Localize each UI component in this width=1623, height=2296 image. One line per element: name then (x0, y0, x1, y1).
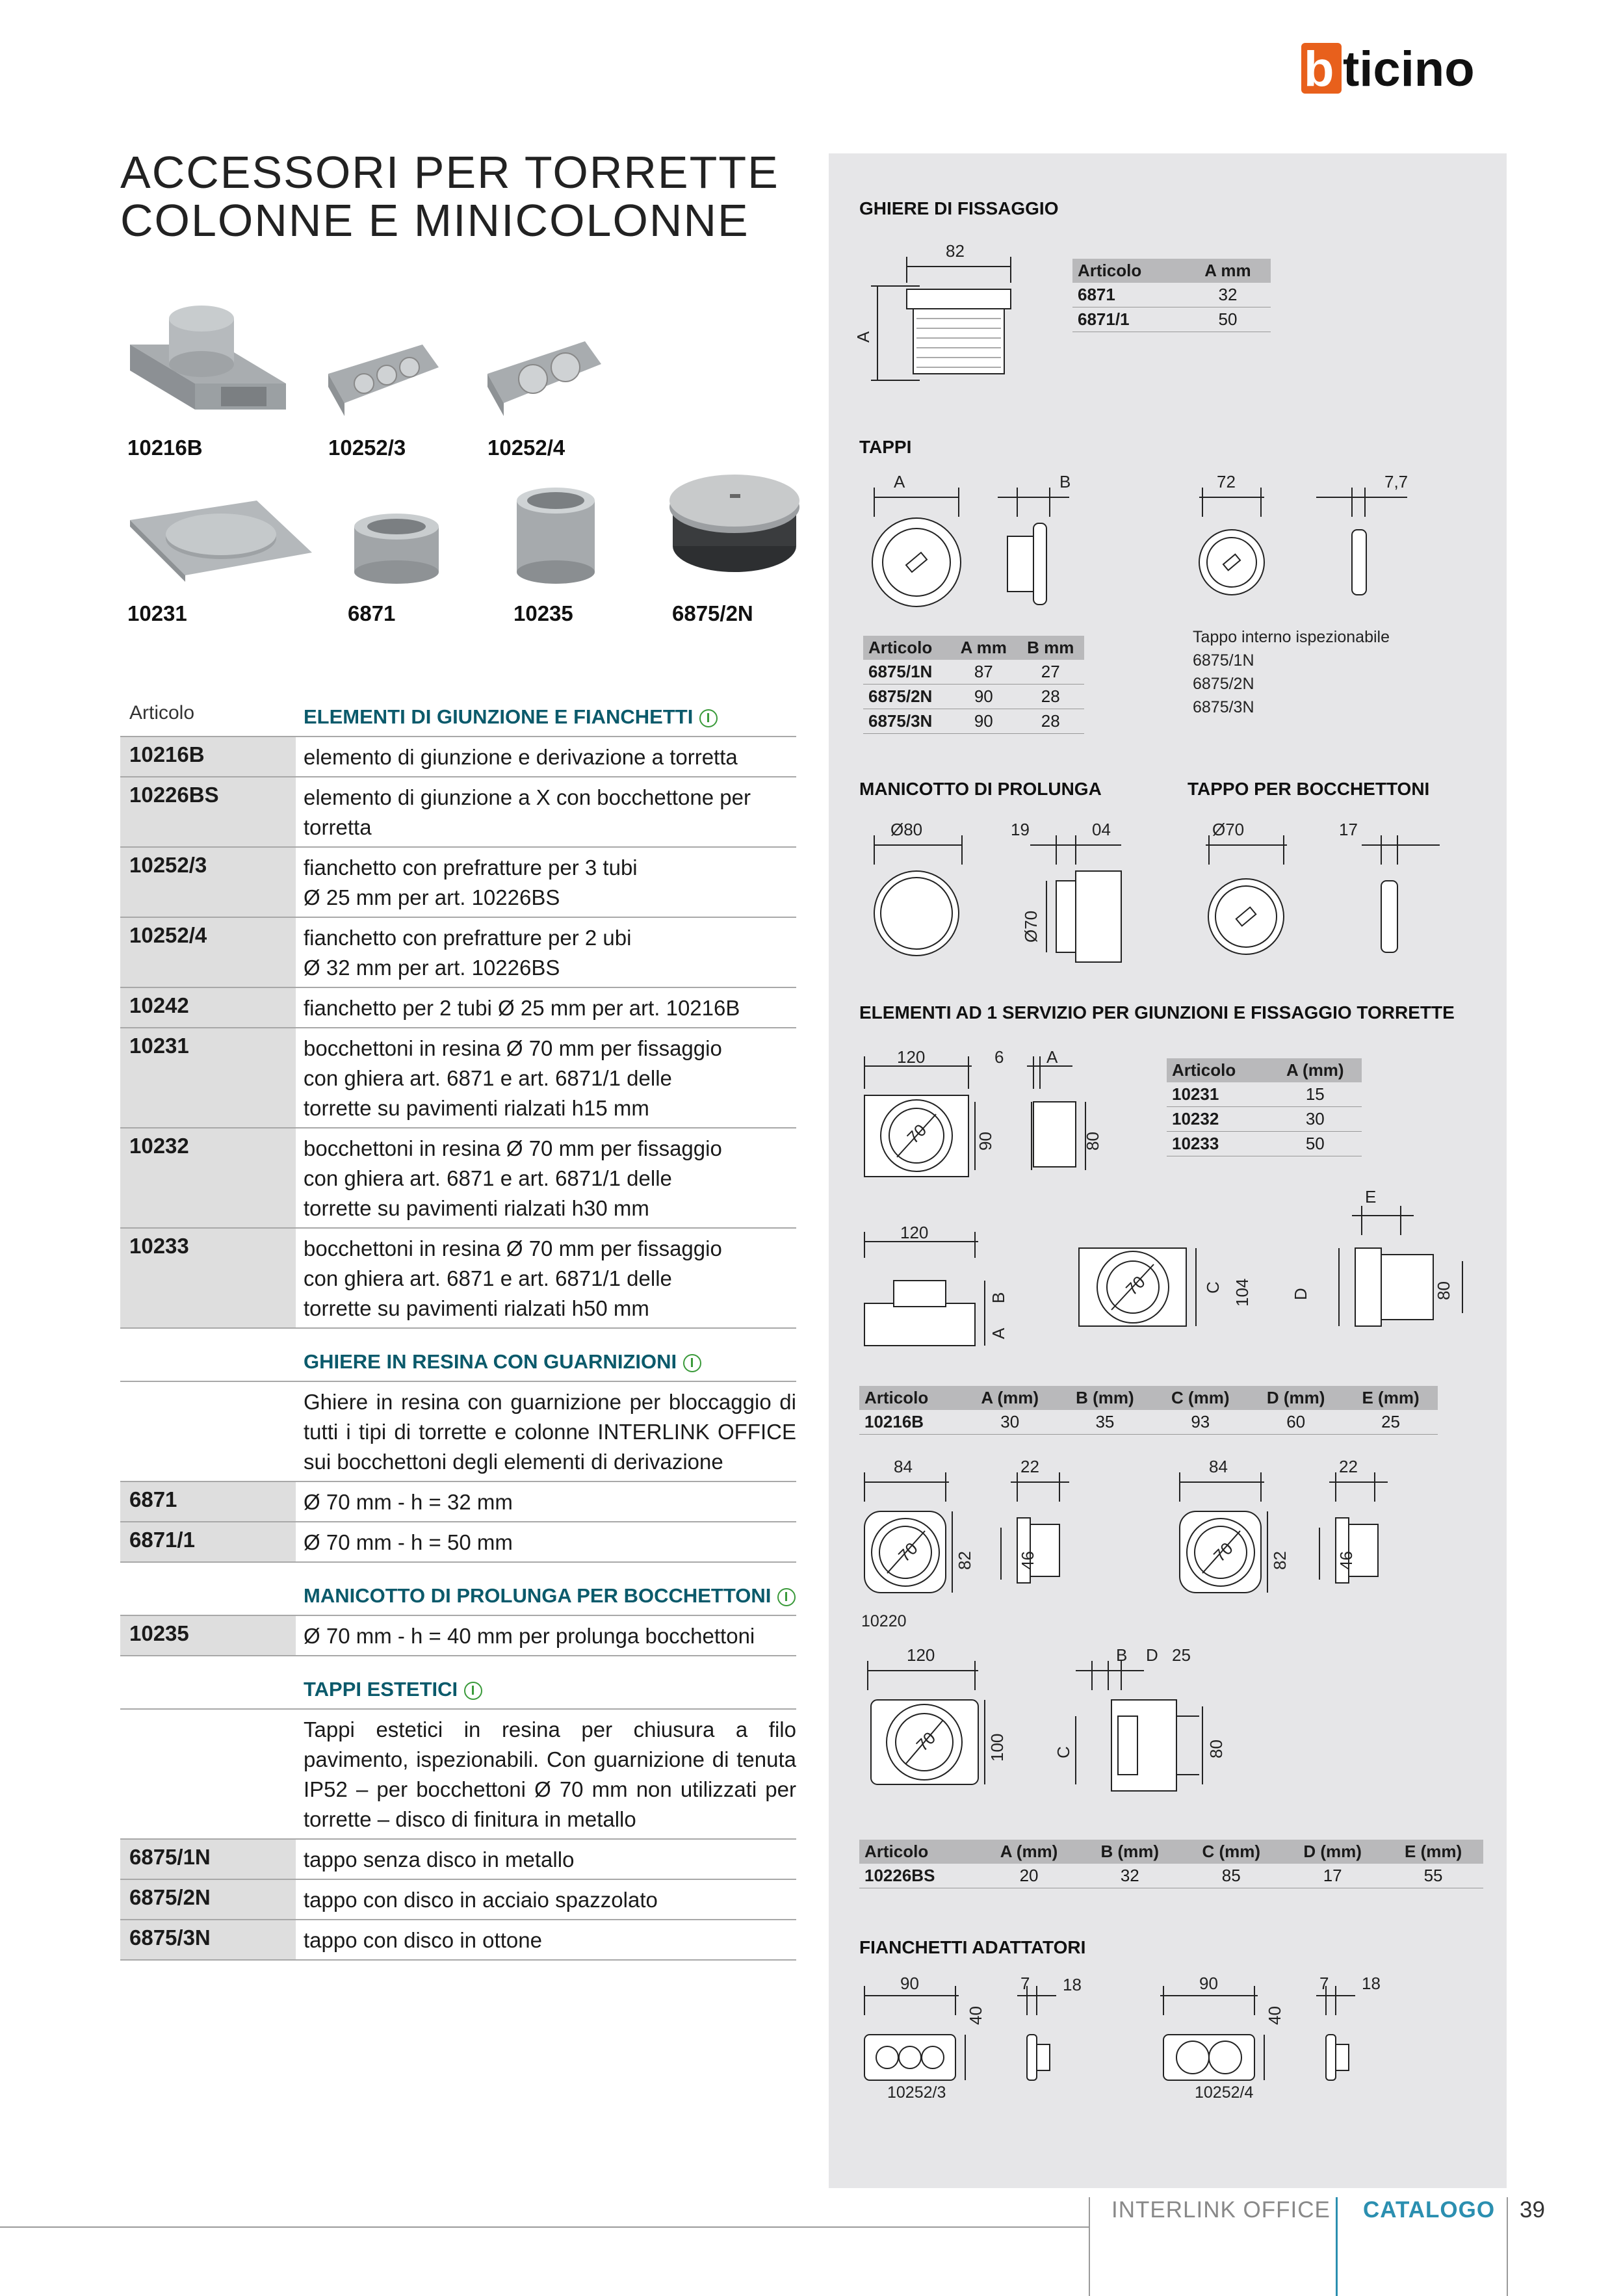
svg-text:104: 104 (1232, 1278, 1252, 1307)
svg-text:70: 70 (903, 1120, 931, 1147)
dim-label: 82 (946, 241, 965, 261)
eco-icon (777, 1588, 796, 1606)
svg-text:6: 6 (994, 1047, 1004, 1067)
tappo-note: Tappo interno ispezionabile 6875/1N 6875/2N 6875/3N (1193, 628, 1390, 716)
table-row: Ghiere in resina con guarnizione per bloccaggio di tutti i tipi di torrette e colonne INTERLINK OFFICE sui bocchettoni degli elementi di derivazione (120, 1382, 796, 1482)
svg-text:90: 90 (976, 1132, 995, 1151)
table-row: 6875/2N tappo con disco in acciaio spazzolato (120, 1880, 796, 1920)
page-title (120, 148, 779, 244)
svg-text:B: B (1116, 1645, 1128, 1665)
section-title: MANICOTTO DI PROLUNGA PER BOCCHETTONI (296, 1576, 796, 1615)
table-row: 10231 15 (1167, 1082, 1362, 1107)
svg-text:46: 46 (1336, 1551, 1356, 1570)
svg-text:70: 70 (912, 1728, 940, 1755)
section-header-row (120, 1669, 796, 1710)
section-header-row (120, 1342, 796, 1382)
eco-icon (683, 1354, 701, 1372)
diagram-elementi-2 (861, 1187, 1485, 1346)
diagram-ghiere (853, 237, 1037, 393)
section-heading-elementi: ELEMENTI AD 1 SERVIZIO PER GIUNZIONI E FISSAGGIO TORRETTE (859, 1002, 1455, 1023)
table-elementi-2: Articolo A (mm) B (mm) C (mm) D (mm) E (mm) 10216B 30 35 93 60 25 (859, 1386, 1438, 1435)
svg-text:A: A (989, 1327, 1008, 1339)
svg-text:84: 84 (894, 1457, 913, 1476)
table-tappi: Articolo A mm B mm 6875/1N 87 27 6875/2N 90 28 6875/3N 90 28 (863, 636, 1084, 734)
title-line-2: COLONNE E MINICOLONNE (120, 195, 749, 246)
table-row: 6871 Ø 70 mm - h = 32 mm (120, 1482, 796, 1522)
table-row: 6871/1 50 (1072, 307, 1271, 332)
footer-rule (0, 2226, 1089, 2228)
table-elementi-3: Articolo A (mm) B (mm) C (mm) D (mm) E (mm) 10226BS 20 32 85 17 55 (859, 1840, 1483, 1888)
svg-text:84: 84 (1209, 1457, 1228, 1476)
diagram-tappi (861, 471, 1511, 614)
table-row: 10226BS elemento di giunzione a X con bocchettone per torretta (120, 777, 796, 848)
section-title: GHIERE IN RESINA CON GUARNIZIONI (296, 1342, 796, 1381)
section-heading-ghiere: GHIERE DI FISSAGGIO (859, 198, 1059, 218)
svg-text:Ø80: Ø80 (890, 820, 923, 839)
svg-text:70: 70 (894, 1538, 922, 1566)
table-row: 6871/1 Ø 70 mm - h = 50 mm (120, 1522, 796, 1563)
product-image-6875-2N (660, 455, 809, 592)
table-row: 10252/3 fianchetto con prefratture per 3 tubi Ø 25 mm per art. 10226BS (120, 848, 796, 918)
product-label: 6875/2N (672, 601, 753, 625)
svg-text:19: 19 (1011, 820, 1030, 839)
svg-text:25: 25 (1172, 1645, 1191, 1665)
svg-text:A: A (1046, 1047, 1058, 1067)
svg-text:22: 22 (1020, 1457, 1039, 1476)
svg-text:46: 46 (1018, 1551, 1037, 1570)
product-image-6871 (348, 507, 445, 585)
table-row: 6875/3N 90 28 (863, 709, 1084, 734)
svg-text:82: 82 (955, 1551, 974, 1570)
svg-text:120: 120 (907, 1645, 935, 1665)
label-10220: 10220 (861, 1612, 907, 1630)
footer-divider (1089, 2197, 1090, 2296)
section-header-row (120, 1576, 796, 1616)
svg-text:90: 90 (900, 1974, 919, 1993)
table-row: 10235 Ø 70 mm - h = 40 mm per prolunga bocchettoni (120, 1616, 796, 1656)
logo-b: b (1304, 42, 1334, 97)
svg-text:B: B (989, 1292, 1008, 1303)
dim-label: 72 (1217, 472, 1236, 491)
table-row: 6871 32 (1072, 283, 1271, 307)
svg-text:04: 04 (1092, 820, 1111, 839)
table-row: 6875/1N 87 27 (863, 660, 1084, 685)
svg-text:82: 82 (1270, 1551, 1290, 1570)
table-ghiere: Articolo A mm 6871 32 6871/1 50 (1072, 259, 1271, 332)
table-row: 10233 50 (1167, 1132, 1362, 1156)
table-row: 10242 fianchetto per 2 tubi Ø 25 mm per art. 10216B (120, 988, 796, 1028)
section-heading-manicotto: MANICOTTO DI PROLUNGA (859, 779, 1102, 799)
product-label: 10235 (513, 601, 573, 625)
title-line-1: ACCESSORI PER TORRETTE (120, 147, 779, 198)
table-elementi-1: Articolo A (mm) 10231 15 10232 30 10233 50 (1167, 1058, 1362, 1156)
section-heading-tappo-bocchettoni: TAPPO PER BOCCHETTONI (1188, 779, 1430, 799)
page-number: 39 (1520, 2197, 1545, 2223)
svg-text:40: 40 (1265, 2006, 1284, 2025)
svg-text:E: E (1365, 1187, 1377, 1207)
table-header-row (120, 697, 796, 737)
table-row: 10226BS 20 32 85 17 55 (859, 1864, 1483, 1888)
table-row: 10216B 30 35 93 60 25 (859, 1410, 1438, 1435)
svg-text:D: D (1291, 1288, 1310, 1300)
section-heading-tappi: TAPPI (859, 437, 912, 457)
diagram-elementi-1 (861, 1040, 1134, 1190)
svg-text:Ø70: Ø70 (1212, 820, 1245, 839)
dim-label: A (894, 472, 905, 491)
label-fianchetto: 10252/3 (887, 2083, 946, 2102)
product-image-10231 (127, 494, 315, 585)
table-row: 6875/1N tappo senza disco in metallo (120, 1840, 796, 1880)
svg-text:90: 90 (1199, 1974, 1218, 1993)
svg-text:D: D (1146, 1645, 1158, 1665)
product-image-10252-3 (325, 341, 442, 419)
product-label: 10216B (127, 436, 203, 460)
diagram-fianchetti (861, 1970, 1485, 2106)
svg-text:70: 70 (1122, 1272, 1149, 1299)
dim-label: B (1059, 472, 1071, 491)
product-image-10252-4 (484, 338, 608, 419)
product-image-10235 (510, 484, 601, 588)
column-header-articolo: Articolo (120, 697, 296, 736)
svg-text:Ø70: Ø70 (1021, 910, 1041, 943)
diagram-elementi-4 (861, 1645, 1316, 1801)
table-row: 6875/3N tappo con disco in ottone (120, 1920, 796, 1961)
diagram-elementi-3 (861, 1456, 1485, 1599)
eco-icon (699, 709, 718, 727)
svg-text:18: 18 (1063, 1975, 1082, 1994)
table-row: Tappi estetici in resina per chiusura a filo pavimento, ispezionabili. Con guarnizione di tenuta IP52 – per bocchettoni Ø 70 mm non utilizzati per torrette – disco di finitura in metallo (120, 1710, 796, 1840)
product-label: 6871 (348, 601, 396, 625)
dim-label: A (853, 331, 873, 343)
table-row: 10231 bocchettoni in resina Ø 70 mm per fissaggio con ghiera art. 6871 e art. 6871/1 delle torrette su pavimenti rialzati h15 mm (120, 1028, 796, 1128)
logo-rest: ticino (1343, 42, 1475, 97)
diagram-manicotto (861, 819, 1511, 969)
svg-text:70: 70 (1210, 1538, 1237, 1566)
footer-divider (1336, 2197, 1338, 2296)
product-label: 10252/4 (487, 436, 565, 460)
table-row: 10232 bocchettoni in resina Ø 70 mm per fissaggio con ghiera art. 6871 e art. 6871/1 delle torrette su pavimenti rialzati h30 mm (120, 1128, 796, 1229)
svg-text:120: 120 (897, 1047, 926, 1067)
svg-text:C: C (1203, 1281, 1223, 1294)
product-label: 10252/3 (328, 436, 406, 460)
section-title: TAPPI ESTETICI (296, 1669, 796, 1708)
table-row: 10233 bocchettoni in resina Ø 70 mm per fissaggio con ghiera art. 6871 e art. 6871/1 delle torrette su pavimenti rialzati h50 mm (120, 1229, 796, 1329)
eco-icon (464, 1682, 482, 1700)
footer-section: INTERLINK OFFICE (1111, 2197, 1331, 2223)
svg-text:40: 40 (966, 2006, 985, 2025)
svg-text:7: 7 (1020, 1974, 1030, 1993)
dim-label: 7,7 (1384, 472, 1409, 491)
svg-text:80: 80 (1434, 1281, 1453, 1300)
svg-text:100: 100 (987, 1733, 1007, 1762)
article-table (120, 697, 796, 1961)
footer-divider (1507, 2197, 1508, 2296)
label-fianchetto: 10252/4 (1195, 2083, 1254, 2102)
svg-text:80: 80 (1083, 1132, 1102, 1151)
table-row: 10216B elemento di giunzione e derivazione a torretta (120, 737, 796, 777)
table-row: 10232 30 (1167, 1107, 1362, 1132)
section-heading-fianchetti: FIANCHETTI ADATTATORI (859, 1937, 1086, 1957)
svg-text:120: 120 (900, 1223, 929, 1242)
svg-text:7: 7 (1319, 1974, 1329, 1993)
footer-catalog: CATALOGO (1363, 2197, 1496, 2223)
product-image-10216B (123, 306, 292, 416)
svg-text:18: 18 (1362, 1974, 1381, 1993)
svg-text:22: 22 (1339, 1457, 1358, 1476)
svg-text:17: 17 (1339, 820, 1358, 839)
svg-text:C: C (1054, 1746, 1073, 1758)
bticino-logo (1301, 42, 1509, 97)
svg-text:80: 80 (1206, 1740, 1226, 1758)
table-row: 6875/2N 90 28 (863, 685, 1084, 709)
product-label: 10231 (127, 601, 187, 625)
section-title: ELEMENTI DI GIUNZIONE E FIANCHETTI (296, 697, 796, 736)
table-row: 10252/4 fianchetto con prefratture per 2 ubi Ø 32 mm per art. 10226BS (120, 918, 796, 988)
